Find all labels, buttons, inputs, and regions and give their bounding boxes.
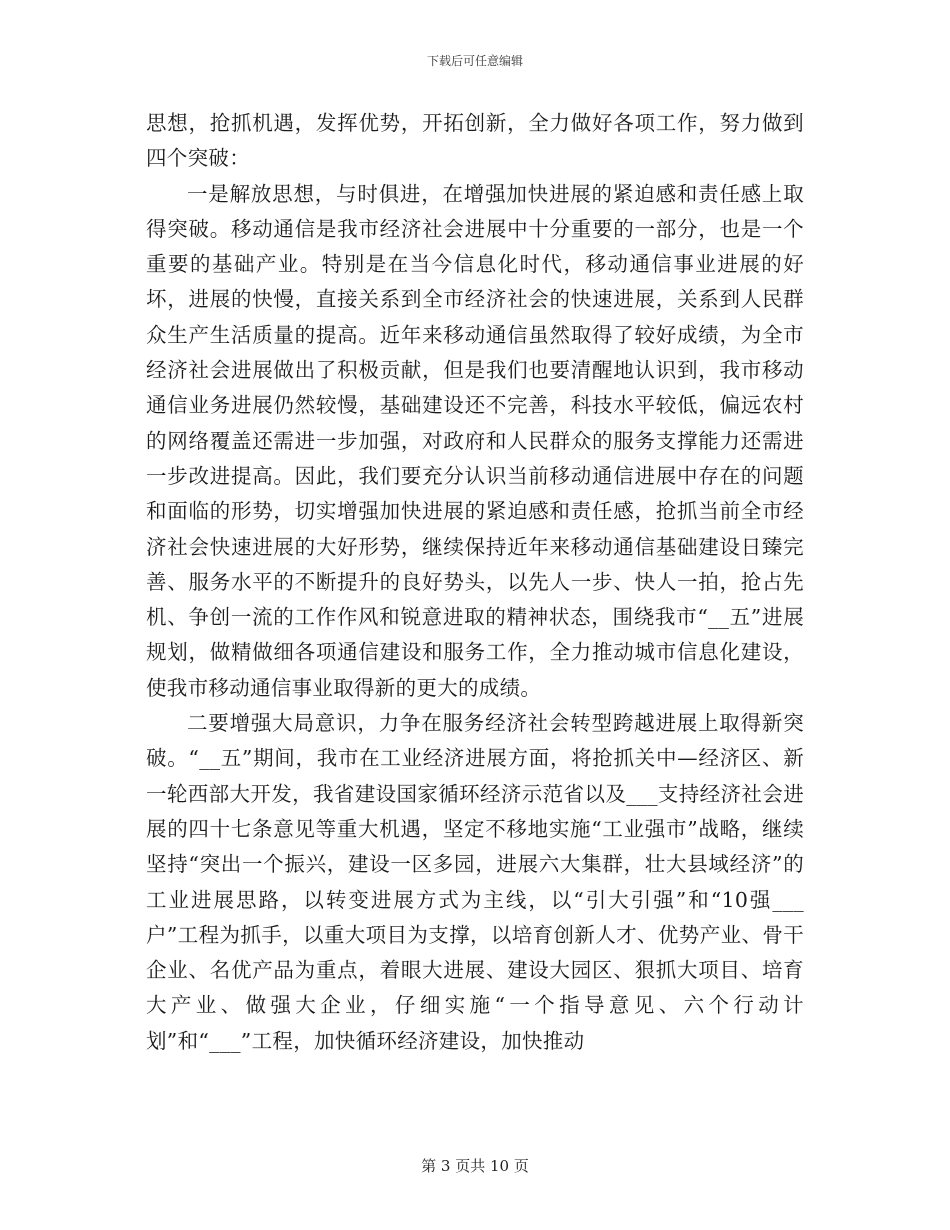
- paragraph-second-breakthrough: 二要增强大局意识，力争在服务经济社会转型跨越进展上取得新突破。“__五”期间，我市在工业经济进展方面，将抢抓关中—经济区、新一轮西部大开发，我省建设国家循环经济示范省以及___支持经济社会进展的四十七条意见等重大机遇，坚定不移地实施“工业强市”战略，继续坚持“突出一个振兴，建设一区多园，进展六大集群，壮大县域经济”的工业进展思路，以转变进展方式为主线，以“引大引强”和“10强___户”工程为抓手，以重大项目为支撑，以培育创新人才、优势产业、骨干企业、名优产品为重点，着眼大进展、建设大园区、狠抓大项目、培育大产业、做强大企业，仔细实施“一个指导意见、六个行动计划”和“___”工程，加快循环经济建设，加快推动: [146, 711, 804, 1053]
- page-number: 第 3 页共 10 页: [421, 1157, 529, 1175]
- paragraph-continuation: 思想，抢抓机遇，发挥优势，开拓创新，全力做好各项工作，努力做到四个突破：: [146, 111, 804, 171]
- page-header-note: 下载后可任意编辑: [426, 54, 523, 68]
- paragraph-first-breakthrough: 一是解放思想，与时俱进，在增强加快进展的紧迫感和责任感上取得突破。移动通信是我市经济社会进展中十分重要的一部分，也是一个重要的基础产业。特别是在当今信息化时代，移动通信事业进展的好坏，进展的快慢，直接关系到全市经济社会的快速进展，关系到人民群众生产生活质量的提高。近年来移动通信虽然取得了较好成绩，为全市经济社会进展做出了积极贡献，但是我们也要清醒地认识到，我市移动通信业务进展仍然较慢，基础建设还不完善，科技水平较低，偏远农村的网络覆盖还需进一步加强，对政府和人民群众的服务支撑能力还需进一步改进提高。因此，我们要充分认识当前移动通信进展中存在的问题和面临的形势，切实增强加快进展的紧迫感和责任感，抢抓当前全市经济社会快速进展的大好形势，继续保持近年来移动通信基础建设日臻完善、服务水平的不断提升的良好势头，以先人一步、快人一拍，抢占先机、争创一流的工作作风和锐意进取的精神状态，围绕我市“__五”进展规划，做精做细各项通信建设和服务工作，全力推动城市信息化建设，使我市移动通信事业取得新的更大的成绩。: [146, 181, 804, 700]
- document-body: [146, 106, 804, 1059]
